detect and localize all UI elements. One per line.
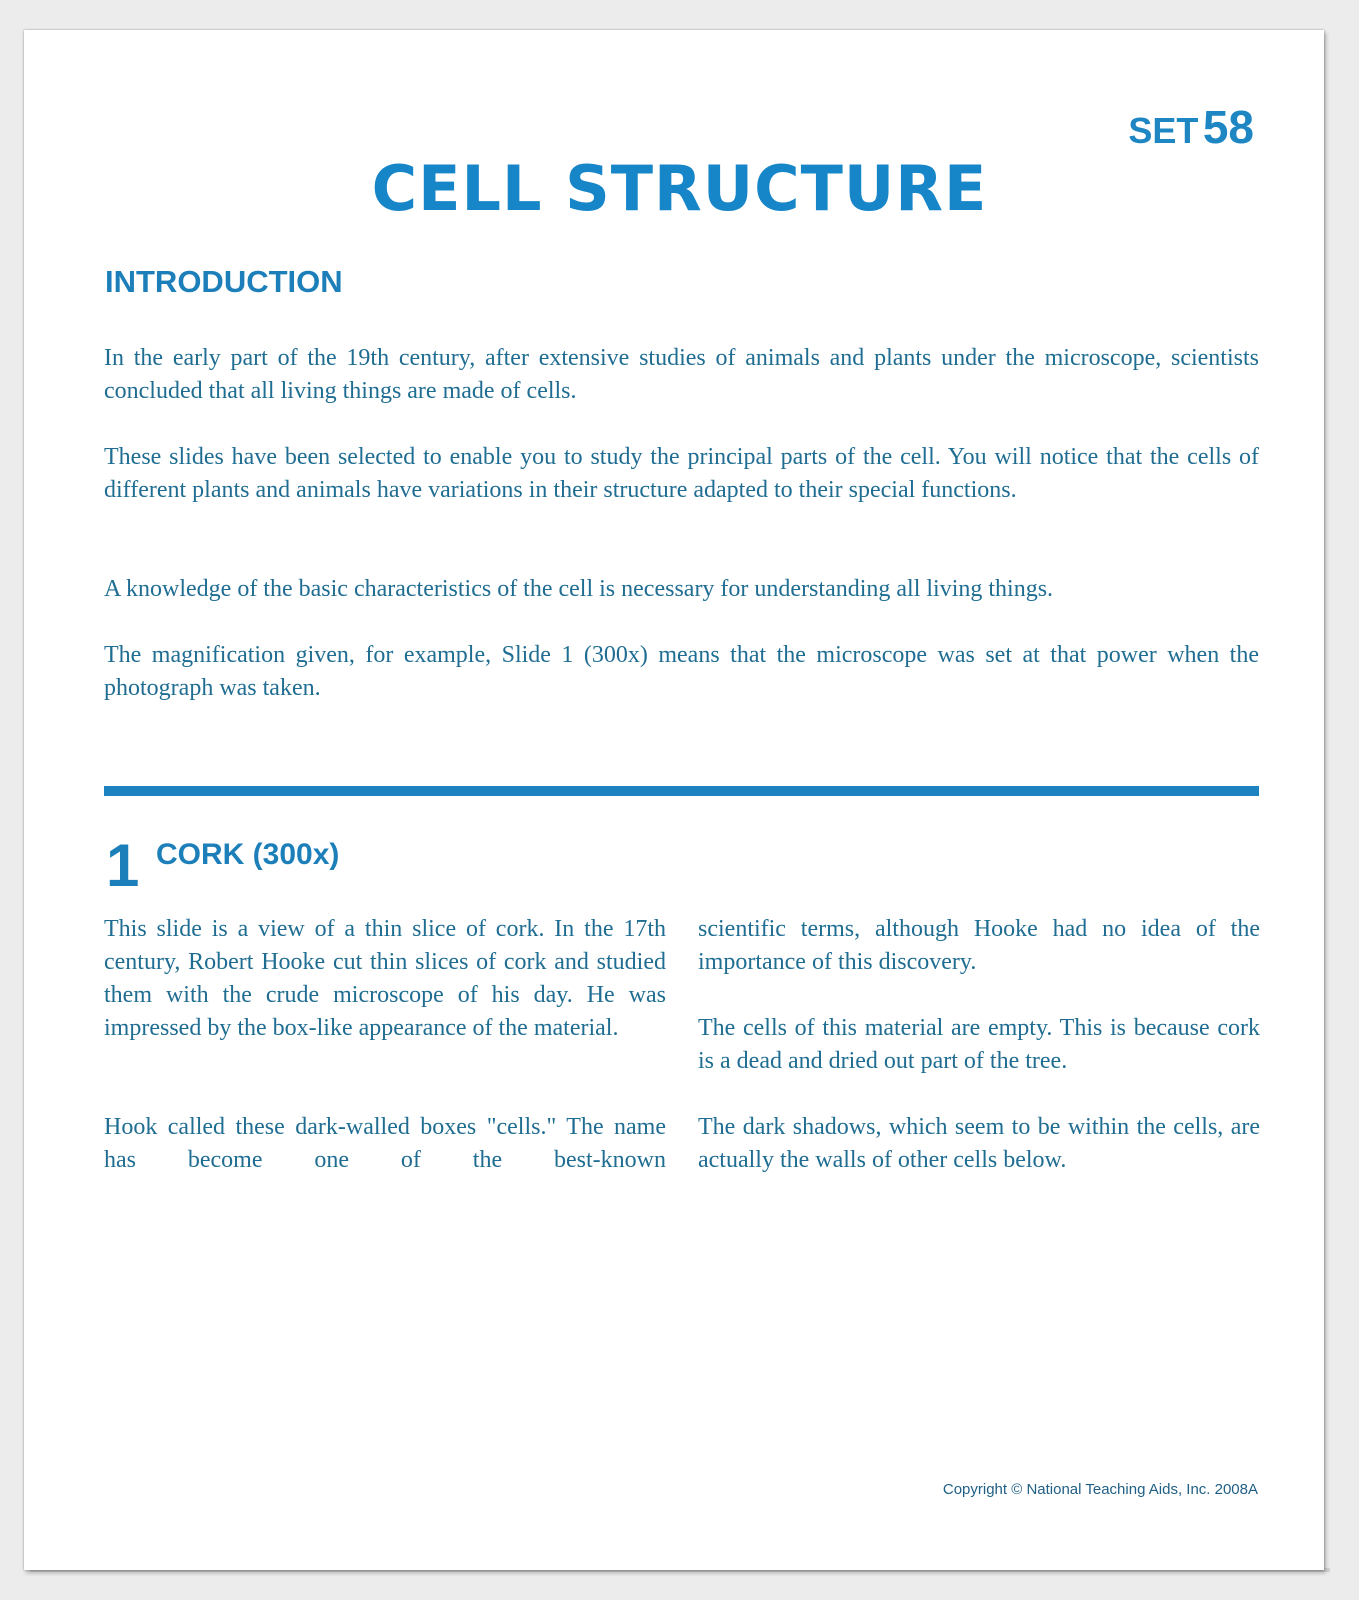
slide-text-left-2: Hook called these dark-walled boxes "cells." The name has become one of the best-known — [104, 1114, 666, 1173]
set-number: 58 — [1202, 101, 1254, 153]
slide-text-right-2: The cells of this material are empty. This is because cork is a dead and dried out part of the tree. — [698, 1015, 1260, 1074]
set-word: SET — [1128, 110, 1199, 151]
set-label — [1128, 100, 1254, 154]
document-page — [24, 30, 1324, 1570]
slide-text-right-1: scientific terms, although Hooke had no idea of the importance of this discovery. — [698, 916, 1260, 975]
slide-title: CORK (300x) — [156, 838, 340, 871]
introduction-paragraph-4: The magnification given, for example, Slide 1 (300x) means that the microscope was set at that power when the photograph was taken. — [104, 642, 1259, 701]
introduction-heading: INTRODUCTION — [105, 264, 343, 299]
introduction-paragraph-3: A knowledge of the basic characteristics of the cell is necessary for understanding all living things. — [104, 576, 1054, 602]
introduction-paragraph-1: In the early part of the 19th century, after extensive studies of animals and plants under the microscope, scientists concluded that all living things are made of cells. — [104, 345, 1259, 404]
section-divider — [104, 786, 1259, 796]
copyright-notice: Copyright © National Teaching Aids, Inc. 2008A — [942, 1481, 1258, 1498]
slide-text-right-3: The dark shadows, which seem to be within the cells, are actually the walls of other cells below. — [698, 1114, 1260, 1173]
slide-number: 1 — [106, 832, 140, 899]
slide-text-left-1: This slide is a view of a thin slice of cork. In the 17th century, Robert Hooke cut thin slices of cork and studied them with the crude microscope of his day. He was impressed by the box-like appearance of the material. — [104, 916, 666, 1041]
page-title: CELL STRUCTURE — [371, 152, 988, 225]
introduction-paragraph-2: These slides have been selected to enable you to study the principal parts of the cell. You will notice that the cells of different plants and animals have variations in their structure adapted to their special functions. — [104, 444, 1259, 503]
